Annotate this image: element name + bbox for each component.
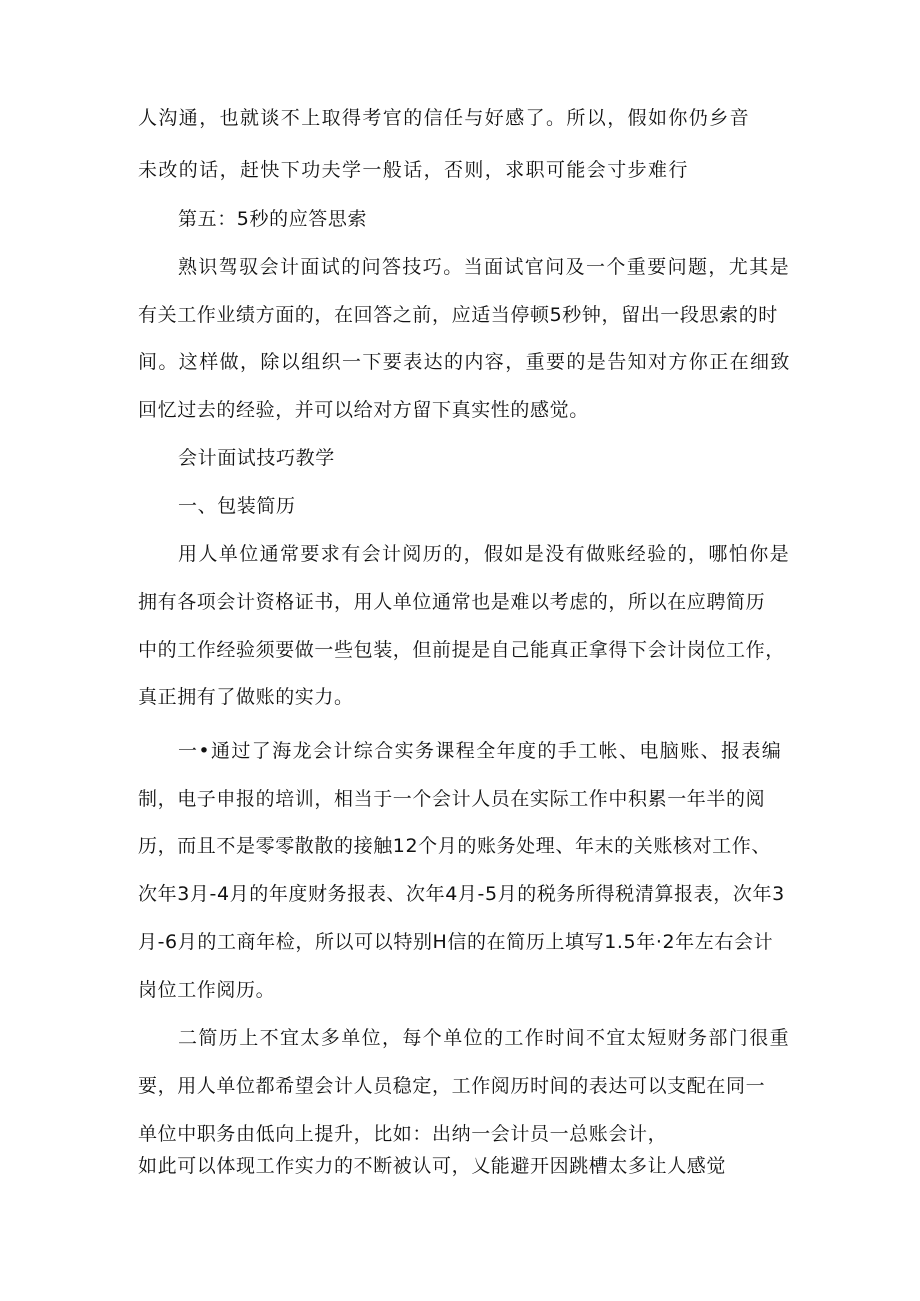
text-line: 二简历上不宜太多单位，每个单位的工作时间不宜太短财务部门很重 bbox=[178, 1027, 791, 1049]
text-line: 岗位工作阅历。 bbox=[138, 979, 276, 1001]
text-line: 月-6月的工商年检，所以可以特别H信的在简历上填写1.5年·2年左右会计 bbox=[138, 931, 774, 953]
text-line: 用人单位通常要求有会计阅历的，假如是没有做账经验的，哪怕你是 bbox=[178, 543, 791, 565]
text-line: 真正拥有了做账的实力。 bbox=[138, 686, 354, 708]
text-line: 次年3月-4月的年度财务报表、次年4月-5月的税务所得税清算报表，次年3 bbox=[138, 883, 785, 905]
text-line: 回忆过去的经验，并可以给对方留下真实性的感觉。 bbox=[138, 399, 589, 421]
section-heading: 第五：5秒的应答思索 bbox=[178, 208, 368, 230]
text-line: 一•通过了海龙会计综合实务课程全年度的手工帐、电脑账、报表编 bbox=[178, 740, 783, 762]
text-line: 如此可以体现工作实力的不断被认可，乂能避开因跳槽太多让人感觉 bbox=[138, 1155, 727, 1177]
text-line: 未改的话，赶快下功夫学一般话，否则，求职可能会寸步难行 bbox=[138, 159, 689, 181]
text-line: 中的工作经验须要做一些包装，但前提是自己能真正拿得下会计岗位工作， bbox=[138, 639, 785, 661]
text-line: 历，而且不是零零散散的接触12个月的账务处理、年末的关账核对工作、 bbox=[138, 835, 771, 857]
text-line: 单位中职务由低向上提升，比如：出纳一会计员一总账会计， bbox=[138, 1123, 668, 1145]
text-line: 熟识驾驭会计面试的问答技巧。当面试官问及一个重要问题，尤其是 bbox=[178, 256, 791, 278]
text-line: 制，电子申报的培训，相当于一个会计人员在实际工作中积累一年半的阅 bbox=[138, 788, 766, 810]
text-line: 要，用人单位都希望会计人员稳定，工作阅历时间的表达可以支配在同一 bbox=[138, 1075, 766, 1097]
text-line: 间。这样做，除以组织一下要表达的内容，重要的是告知对方你正在细致 bbox=[138, 351, 791, 373]
text-line: 拥有各项会计资格证书，用人单位通常也是难以考虑的，所以在应聘简历 bbox=[138, 591, 766, 613]
section-heading: 一、包装简历 bbox=[178, 495, 296, 517]
text-line: 有关工作业绩方面的，在回答之前，应适当停顿5秒钟，留出一段思索的时 bbox=[138, 304, 778, 326]
section-heading: 会计面试技巧教学 bbox=[178, 447, 335, 469]
text-line: 人沟通，也就谈不上取得考官的信任与好感了。所以，假如你仍乡音 bbox=[138, 107, 751, 129]
